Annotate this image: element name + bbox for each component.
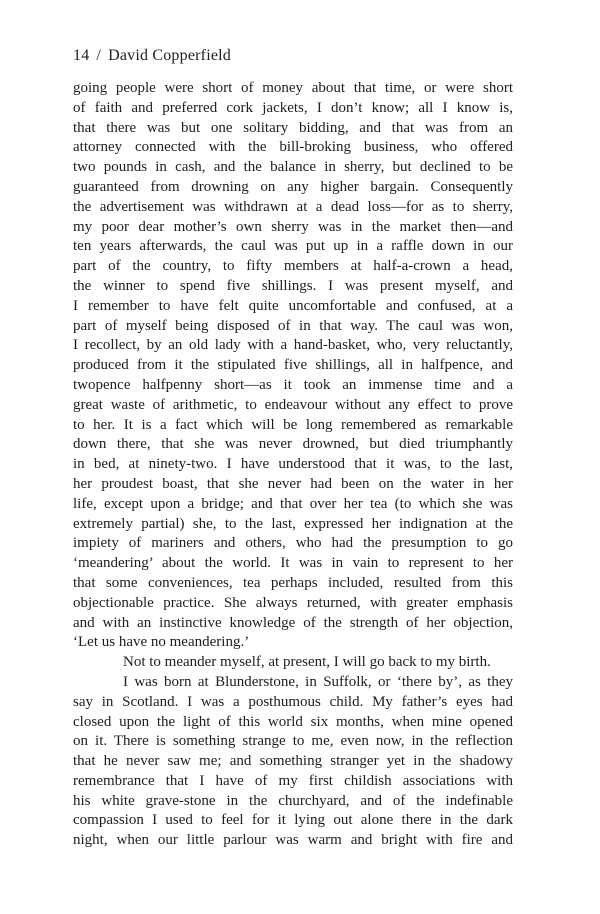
text-line: the advertisement was withdrawn at a dead loss—for as to sherry,: [73, 198, 513, 215]
page-header: [73, 46, 513, 66]
text-line: two pounds in cash, and the balance in sherry, but declined to be: [73, 159, 513, 176]
text-line: that he never saw me; and something stranger yet in the shadowy: [73, 753, 513, 770]
text-line: I recollect, by an old lady with a hand-basket, who, very reluctantly,: [73, 337, 513, 354]
text-line: that some conveniences, tea perhaps included, resulted from this: [73, 574, 513, 591]
text-line: and with an instinctive knowledge of the strength of her objection,: [73, 614, 513, 631]
text-line: going people were short of money about that time, or were short: [73, 80, 513, 96]
text-line: guaranteed from drowning on any higher bargain. Consequently: [73, 178, 514, 195]
text-line: of faith and preferred cork jackets, I don’t know; all I know is,: [73, 99, 513, 116]
text-line: to her. It is a fact which will be long remembered as remarkable: [73, 416, 513, 433]
text-line: the winner to spend five shillings. I was present myself, and: [73, 277, 513, 294]
page-number: 14: [73, 47, 90, 64]
text-line: compassion I used to feel for it lying out alone there in the dark: [73, 812, 513, 829]
header-separator: /: [96, 47, 102, 64]
text-line: her proudest boast, that she never had been on the water in her: [73, 475, 513, 492]
text-line: attorney connected with the bill-broking business, who offered: [73, 139, 513, 156]
text-line: in bed, at ninety-two. I have understood that it was, to the last,: [73, 456, 513, 473]
text-line: great waste of arithmetic, to endeavour without any effect to prove: [73, 396, 513, 413]
text-line: closed upon the light of this world six months, when mine opened: [73, 713, 513, 730]
text-line: down there, that she was never drowned, but died triumphantly: [73, 436, 513, 453]
text-line: objectionable practice. She always returned, with greater emphasis: [73, 594, 513, 611]
book-title: David Copperfield: [108, 47, 231, 64]
text-line: remembrance that I have of my first childish associations with: [73, 772, 513, 789]
text-line: life, except upon a bridge; and that over her tea (to which she was: [73, 495, 513, 512]
text-line: extremely partial) she, to the last, expressed her indignation at the: [73, 515, 514, 532]
text-line: ‘Let us have no meandering.’: [73, 634, 250, 651]
text-line: impiety of mariners and others, who had the presumption to go: [73, 535, 514, 552]
body-text: [73, 79, 513, 851]
text-line: ‘meandering’ about the world. It was in vain to represent to her: [73, 555, 514, 572]
text-line: night, when our little parlour was warm and bright with fire and: [73, 832, 513, 849]
text-line: that there was but one solitary bidding, and that was from an: [73, 119, 513, 136]
text-line: my poor dear mother’s own sherry was in the market then—and: [73, 218, 513, 235]
text-line: part of myself being disposed of in that way. The caul was won,: [73, 317, 513, 334]
text-line: say in Scotland. I was a posthumous child. My father’s eyes had: [73, 693, 513, 710]
text-line: on it. There is something strange to me, even now, in the reflection: [73, 733, 513, 750]
text-line: ten years afterwards, the caul was put up in a raffle down in our: [73, 238, 513, 255]
text-line: produced from it the stipulated five shillings, all in halfpence, and: [73, 357, 513, 374]
text-line: I remember to have felt quite uncomfortable and confused, at a: [73, 297, 513, 314]
text-line: twopence halfpenny short—as it took an immense time and a: [73, 376, 513, 393]
text-line: his white grave-stone in the churchyard, and of the indefinable: [73, 792, 513, 809]
text-line: part of the country, to fifty members at half-a-crown a head,: [73, 258, 513, 275]
text-line: Not to meander myself, at present, I will go back to my birth.: [123, 654, 491, 671]
text-line: I was born at Blunderstone, in Suffolk, or ‘there by’, as they: [123, 673, 513, 690]
